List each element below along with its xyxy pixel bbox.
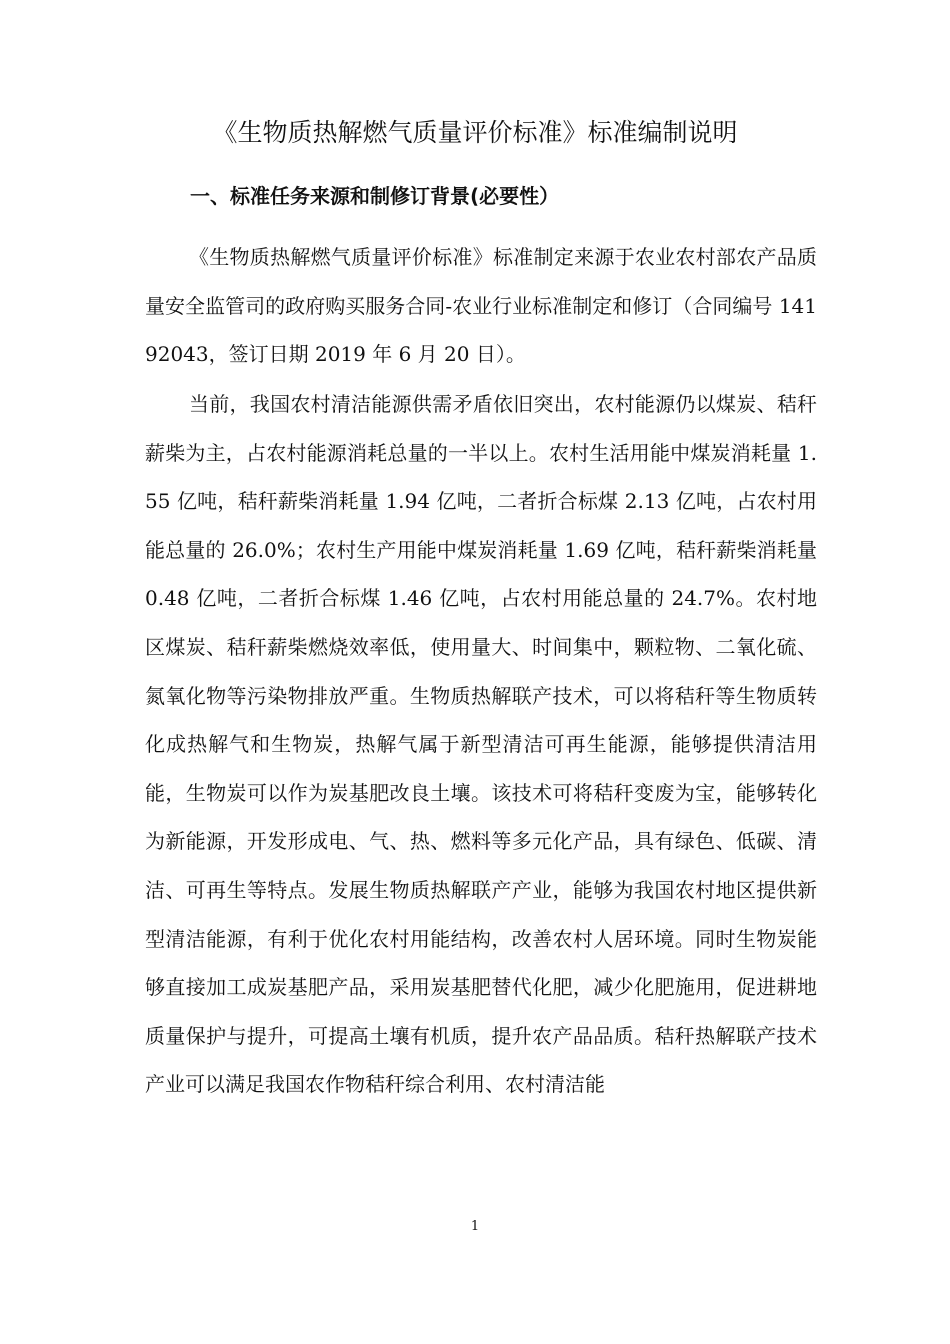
paragraph-task-source: 《生物质热解燃气质量评价标准》标准制定来源于农业农村部农产品质量安全监管司的政府购买服务合同-农业行业标准制定和修订（合同编号 14192043，签订日期 2019 年 6 月 20 日）。 — [145, 245, 817, 367]
paragraph-background: 当前，我国农村清洁能源供需矛盾依旧突出，农村能源仍以煤炭、秸秆薪柴为主，占农村能源消耗总量的一半以上。农村生活用能中煤炭消耗量 1.55 亿吨，秸秆薪柴消耗量 1.94 亿吨，二者折合标煤 2.13 亿吨，占农村用能总量的 26.0%；农村生产用能中煤炭消耗量 1.69 亿吨，秸秆薪柴消耗量 0.48 亿吨，二者折合标煤 1.46 亿吨，占农村用能总量的 24.7%。农村地区煤炭、秸秆薪柴燃烧效率低，使用量大、时间集中，颗粒物、二氧化硫、氮氧化物等污染物排放严重。生物质热解联产技术，可以将秸秆等生物质转化成热解气和生物炭，热解气属于新型清洁可再生能源，能够提供清洁用能，生物炭可以作为炭基肥改良土壤。该技术可将秸秆变废为宝，能够转化为新能源，开发形成电、气、热、燃料等多元化产品，具有绿色、低碳、清洁、可再生等特点。发展生物质热解联产产业，能够为我国农村地区提供新型清洁能源，有利于优化农村用能结构，改善农村人居环境。同时生物炭能够直接加工成炭基肥产品，采用炭基肥替代化肥，减少化肥施用，促进耕地质量保护与提升，可提高土壤有机质，提升农产品品质。秸秆热解联产技术产业可以满足我国农作物秸秆综合利用、农村清洁能 — [145, 392, 817, 1097]
document-title: 《生物质热解燃气质量评价标准》标准编制说明 — [212, 118, 738, 147]
page-number: 1 — [470, 1219, 480, 1234]
section-heading: 一、标准任务来源和制修订背景(必要性） — [190, 184, 560, 208]
